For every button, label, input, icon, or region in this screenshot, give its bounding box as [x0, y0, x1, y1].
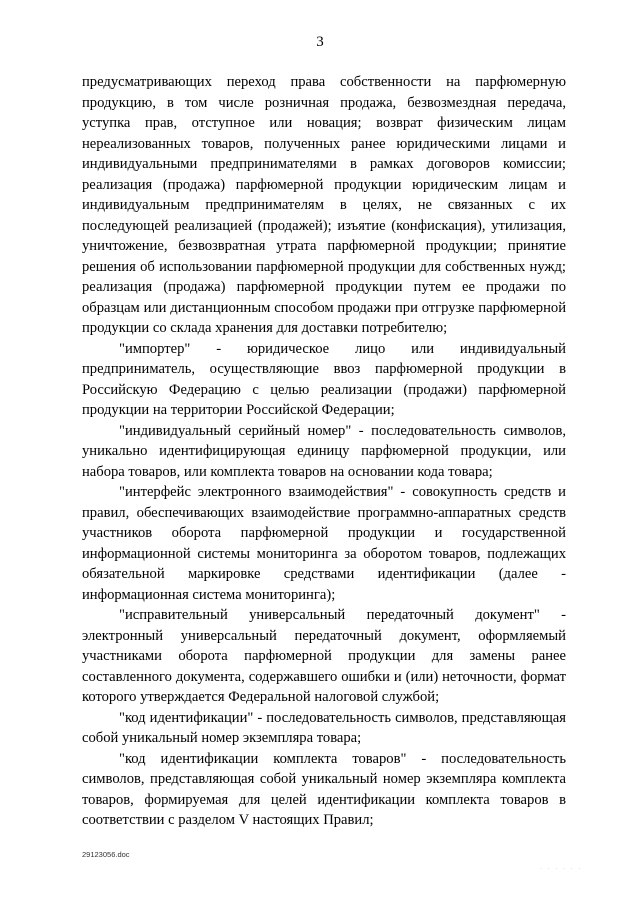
paragraph-importer: "импортер" - юридическое лицо или индивидуальный предприниматель, осуществляющие ввоз парфюмерной продукции в Российскую Федерацию с целью реализации (продажи) парфюмерной продукции на территории Российской Федерации; — [82, 340, 566, 418]
page-number: 3 — [316, 34, 324, 50]
paragraph-interface: "интерфейс электронного взаимодействия" - совокупность средств и правил, обеспечивающих взаимодействие программно-аппаратных средств участников оборота парфюмерной продукции и государственной информационной системы мониторинга за оборотом товаров, подлежащих обязательной маркировке средствами идентификации (далее - информационная система мониторинга); — [82, 484, 566, 603]
paragraph-serial-number: "индивидуальный серийный номер" - последовательность символов, уникально идентифицирующая единицу парфюмерной продукции, или набора товаров, или комплекта товаров на основании кода товара; — [82, 422, 566, 480]
document-body — [82, 72, 566, 831]
footer-file-name: 29123056.doc — [82, 850, 130, 859]
paragraph-corrective-document: "исправительный универсальный передаточный документ" - электронный универсальный передаточный документ, оформляемый участниками оборота парфюмерной продукции для замены ранее составленного документа, содержавшего ошибки и (или) неточности, формат которого утверждается Федеральной налоговой службой; — [82, 607, 566, 705]
scan-artifact-marks: · · · · · · — [540, 866, 583, 872]
paragraph-definition-continuation: предусматривающих переход права собственности на парфюмерную продукцию, в том числе розничная продажа, безвозмездная передача, уступка прав, отступное или новация; возврат физическим лицам нереализованных товаров, полученных ранее юридическими лицами и индивидуальными предпринимателями в рамках договоров комиссии; реализация (продажа) парфюмерной продукции юридическим лицам и индивидуальным предпринимателям в целях, не связанных с их последующей реализацией (продажей); изъятие (конфискация), утилизация, уничтожение, безвозвратная утрата парфюмерной продукции; принятие решения об использовании парфюмерной продукции для собственных нужд; реализация (продажа) парфюмерной продукции путем ее продажи по образцам или дистанционным способом продажи при отгрузке парфюмерной продукции со склада хранения для доставки потребителю; — [82, 74, 566, 336]
paragraph-kit-identification-code: "код идентификации комплекта товаров" - последовательность символов, представляющая собой уникальный номер экземпляра комплекта товаров, формируемая для целей идентификации комплекта товаров в соответствии с разделом V настоящих Правил; — [82, 750, 566, 828]
paragraph-identification-code: "код идентификации" - последовательность символов, представляющая собой уникальный номер экземпляра товара; — [82, 709, 566, 746]
